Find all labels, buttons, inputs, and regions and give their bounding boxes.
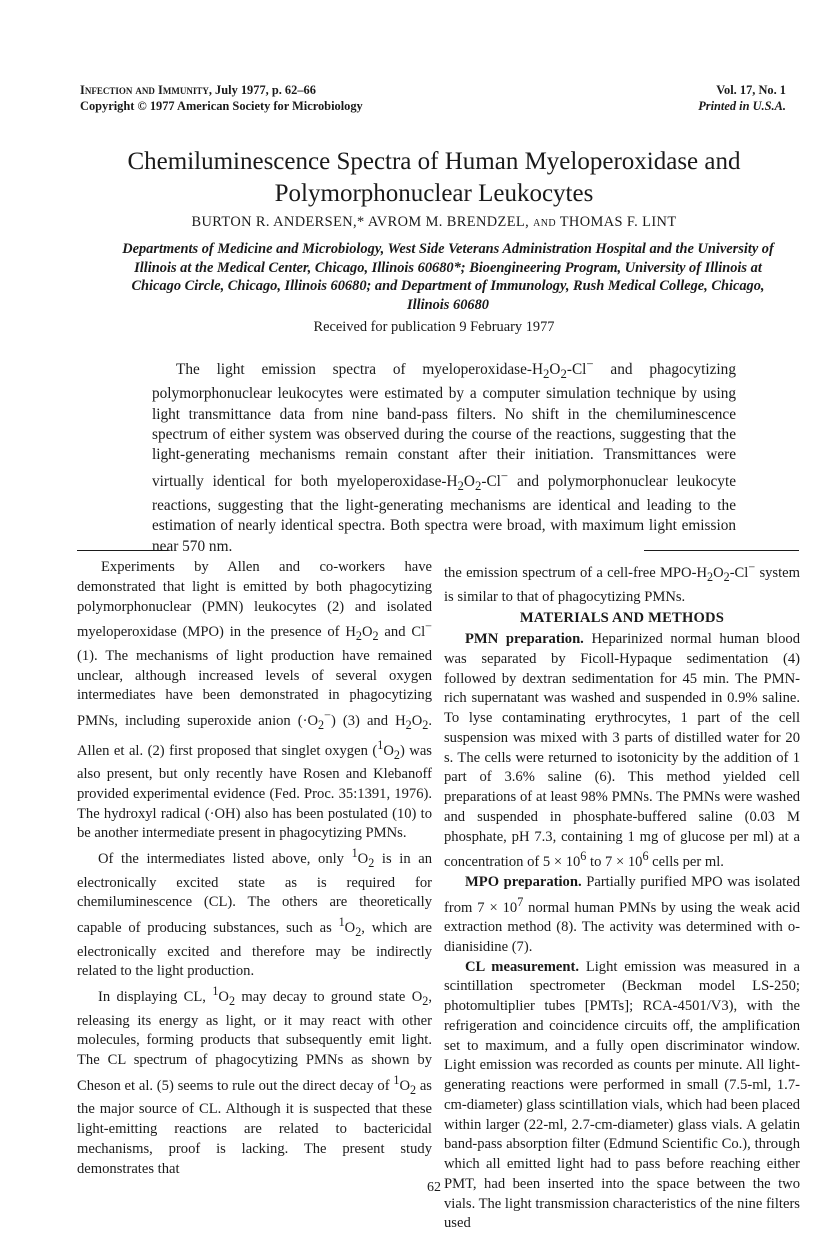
journal-name: Infection and Immunity (80, 83, 209, 97)
right-column (444, 558, 800, 1234)
page-number: 62 (427, 1180, 441, 1195)
left-column (77, 558, 432, 1179)
copyright-line: Copyright © 1977 American Society for Microbiology (80, 99, 363, 113)
intro-paragraph-2: Of the intermediates listed above, only $^1O_2$ is in an electronically excited state as is required for chemiluminescence (CL). The others are theoretically capable of producing substances, such as $^1O_2$, which are electronically excited and therefore may be indirectly related to the light production. (77, 846, 432, 980)
intro-continuation: the emission spectrum of a cell-free MPO-$H_2O_2-Cl^-$ system is similar to that of phagocytizing PMNs. (444, 560, 800, 605)
issue-pages: , July 1977, p. 62–66 (208, 83, 316, 97)
abstract-text: The light emission spectra of myeloperoxidase-H (176, 361, 544, 379)
article-title (40, 146, 816, 210)
abstract: The light emission spectra of myeloperoxidase-$H_2O_2-Cl^-$ and phagocytizing polymorphonuclear leukocytes were estimated by a computer simulation technique by using light transmittance data from nine band-pass filters. No shift in the chemiluminescence spectrum of either system was observed during the course of the reactions, suggesting that the light-generating mechanisms remain constant after their initiation. Transmittances were virtually identical for both myeloperoxidase-$H_2O_2-Cl^-$ and polymorphonuclear leukocyte reactions, suggesting that the light-generating mechanisms are identical and leading to the estimation of nearly identical spectra. Both spectra were broad, with maximum light emission near 570 nm. (152, 357, 736, 555)
authors-and: and (533, 214, 556, 230)
authors-part-2: THOMAS F. LINT (559, 214, 677, 230)
volume-line: Vol. 17, No. 1 (716, 83, 786, 97)
cl-measurement-heading: CL measurement. (465, 958, 579, 975)
pmn-preparation-paragraph: PMN preparation. Heparinized normal human blood was separated by Ficoll-Hypaque sedimentation (4) followed by dextran sedimentation for 45 min. The PMN-rich supernatant was washed and suspended in 0.9% saline. To lyse contaminating erythrocytes, 1 part of the cell suspension was mixed with 3 parts of distilled water for 20 s. The cells were returned to isotonicity by the addition of 1 part of 3.6% saline (6). This method yielded cell preparations of at least 98% PMNs. The PMNs were washed and suspended in phosphate-buffered saline (0.03 M phosphate, pH 7.3, containing 1 mg of glucose per ml) at a concentration of $5 \times 10^6$ to $7 \times 10^6$ cells per ml. (444, 631, 800, 871)
section-divider-left (77, 550, 168, 551)
running-header-left (80, 82, 363, 114)
title-line-2: Polymorphonuclear Leukocytes (274, 180, 594, 207)
intro-paragraph-1: Experiments by Allen and co-workers have demonstrated that light is emitted by both phagocytizing polymorphonuclear (PMN) leukocytes (2) and isolated myeloperoxidase (MPO) in the presence of $H_2O_2$ and Cl− (1). The mechanisms of light production have remained unclear, although increased levels of several oxygen intermediates have been demonstrated in phagocytizing PMNs, including superoxide anion $(\cdot O_2^-)$ (3) and $H_2O_2$. Allen et al. (2) first proposed that singlet oxygen $(^1O_2)$ was also present, but only recently have Rosen and Klebanoff provided experimental evidence (Fed. Proc. 35:1391, 1976). The hydroxyl radical (·OH) also has been postulated (10) to be another intermediate present in phagocytizing PMNs. (77, 559, 432, 842)
printed-line: Printed in U.S.A. (698, 99, 786, 113)
mpo-preparation-paragraph: MPO preparation. Partially purified MPO was isolated from $7 \times 10^7$ normal human PMNs by using the weak acid extraction method (8). The activity was determined with o-dianisidine (7). (444, 873, 801, 955)
author-list (40, 214, 816, 231)
section-heading-methods: MATERIALS AND METHODS (519, 610, 725, 627)
title-line-1: Chemiluminescence Spectra of Human Myeloperoxidase and (127, 148, 741, 175)
section-divider-right (644, 550, 799, 551)
mpo-preparation-heading: MPO preparation. (465, 873, 582, 890)
intro-paragraph-3: In displaying CL, $^1O_2$ may decay to ground state $O_2$, releasing its energy as light, or it may react with other molecules, forming products that subsequently emit light. The CL spectrum of phagocytizing PMNs as shown by Cheson et al. (5) seems to rule out the direct decay of $^1O_2$ as the major source of CL. Although it is suspected that these light-emitting reactions are related to bactericidal mechanisms, proof is lacking. The present study demonstrates that (77, 984, 432, 1177)
pmn-preparation-heading: PMN preparation. (465, 631, 584, 648)
running-header-right (698, 82, 786, 114)
received-date: Received for publication 9 February 1977 (313, 319, 555, 335)
affiliations: Departments of Medicine and Microbiology, West Side Veterans Administration Hospital and the University of Illinois at the Medical Center, Chicago, Illinois 60680*; Bioengineering Program, University of Illinois at Chicago Circle, Chicago, Illinois 60680; and Department of Immunology, Rush Medical College, Chicago, Illinois 60680 (122, 241, 774, 313)
cl-measurement-paragraph: CL measurement. Light emission was measured in a scintillation spectrometer (Beckman model LS-250; photomultiplier tubes [PMTs]; RCA-4501/V3), with the refrigeration and coincidence circuits off, the amplification set to maximum, and a fully open discriminator window. Light emission was recorded as counts per minute. All light-generating reactions were performed in small (7.5-ml, 1.7-cm-diameter) glass scintillation vials, which had been placed within larger (22-ml, 2.7-cm-diameter) glass vials. A gelatin band-pass absorption filter (Edmund Scientific Co.), through which all emitted light had to pass before reaching either PMT, had been inserted into the space between the two vials. The light transmission characteristics of the nine filters used (444, 958, 801, 1232)
authors-part-1: BURTON R. ANDERSEN,* AVROM M. BRENDZEL, (191, 214, 530, 230)
